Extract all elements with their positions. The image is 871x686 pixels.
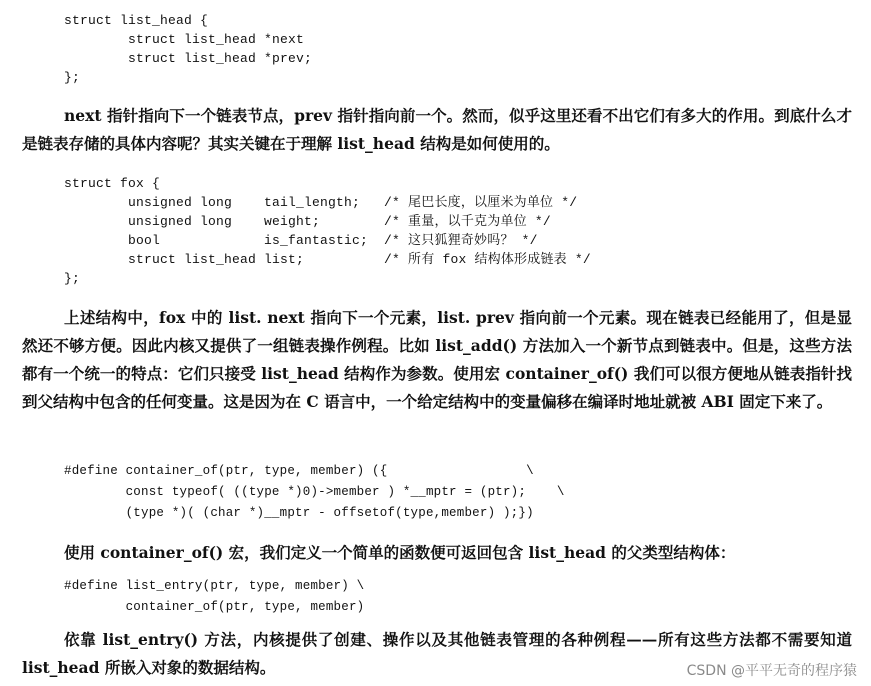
- csdn-watermark: CSDN @平平无奇的程序猿: [686, 663, 857, 679]
- paragraph-list-entry-method: 依靠 list_entry() 方法，内核提供了创建、操作以及其他链表管理的各种例程——所有这些方法都不需要知道 list_head 所嵌入对象的数据结构。: [22, 630, 852, 677]
- paragraph-next-prev: next 指针指向下一个链表节点，prev 指针指向前一个。然而，似乎这里还看不出它们有多大的作用。到底什么才是链表存储的具体内容呢？其实关键在于理解 list_head 结构是如何使用的。: [22, 106, 852, 153]
- paragraph-container-of-macro: 使用 container_of() 宏，我们定义一个简单的函数便可返回包含 list_head 的父类型结构体：: [64, 543, 736, 562]
- code-block-struct-fox: struct fox { unsigned long tail_length; /* 尾巴长度，以厘米为单位 */ unsigned long weight; /* 重量，以千克为单位 */ bool is_fantastic; /* 这只狐狸奇妙吗？ */ struct list_head list; /* 所有 fox 结构体形成链表 */ };: [64, 176, 591, 286]
- code-block-container-of: #define container_of(ptr, type, member) ({ \ const typeof( ((type *)0)->member ) *__mptr = (ptr); \ (type *)( (char *)__mptr - offsetof(type,member) );}): [64, 464, 565, 520]
- paragraph-list-usage: 上述结构中，fox 中的 list. next 指向下一个元素，list. prev 指向前一个元素。现在链表已经能用了，但是显然还不够方便。因此内核又提供了一组链表操作例程。比如 list_add() 方法加入一个新节点到链表中。但是，这些方法都有一个统一的特点：它们只接受 list_head 结构作为参数。使用宏 container_of() 我们可以很方便地从链表指针找到父结构中包含的任何变量。这是因为在 C 语言中，一个给定结构中的变量偏移在编译时地址就被 ABI 固定下来了。: [22, 308, 852, 411]
- code-block-list-entry: #define list_entry(ptr, type, member) \ container_of(ptr, type, member): [64, 579, 365, 614]
- code-block-list-head: struct list_head { struct list_head *next struct list_head *prev; };: [64, 13, 313, 85]
